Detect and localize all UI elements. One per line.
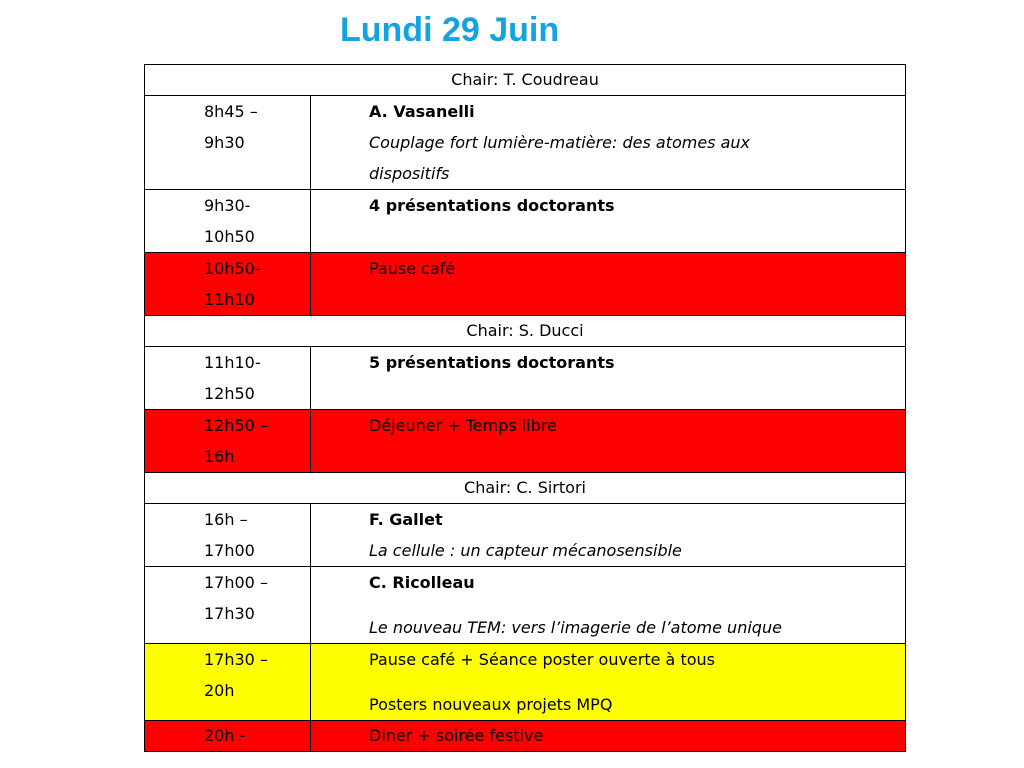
talk-title: Le nouveau TEM: vers l’imagerie de l’atome unique: [369, 618, 782, 637]
event-cell: [311, 504, 906, 567]
event-label: Posters nouveaux projets MPQ: [369, 695, 613, 714]
time-start: 10h50-: [204, 259, 261, 278]
event-cell: [311, 253, 906, 316]
chair-row: [145, 316, 906, 347]
event-label: Déjeuner + Temps libre: [369, 416, 557, 435]
talk-title: Couplage fort lumière-matière: des atomes aux: [369, 133, 751, 152]
time-cell: [145, 190, 311, 253]
table-row: [145, 347, 906, 410]
page-title: Lundi 29 Juin: [340, 11, 560, 49]
chair-row: [145, 65, 906, 96]
table-row: [145, 253, 906, 316]
event-label: 5 présentations doctorants: [369, 353, 615, 372]
event-cell: [311, 567, 906, 644]
event-label: Pause café + Séance poster ouverte à tous: [369, 650, 715, 669]
event-cell: [311, 410, 906, 473]
time-start: 12h50 –: [204, 416, 268, 435]
time-cell: [145, 567, 311, 644]
time-cell: [145, 253, 311, 316]
time-end: 16h: [204, 447, 235, 466]
spacer: [369, 598, 905, 612]
speaker-name: C. Ricolleau: [369, 573, 475, 592]
event-cell: [311, 347, 906, 410]
table-row: [145, 567, 906, 644]
chair-label: Chair: S. Ducci: [145, 316, 906, 347]
talk-title: La cellule : un capteur mécanosensible: [369, 541, 682, 560]
table-row: [145, 504, 906, 567]
event-cell: [311, 96, 906, 190]
time-cell: [145, 721, 311, 752]
time-end: 9h30: [204, 133, 245, 152]
event-cell: [311, 644, 906, 721]
time-start: 17h30 –: [204, 650, 268, 669]
time-cell: [145, 504, 311, 567]
event-label: Pause café: [369, 259, 456, 278]
time-end: 12h50: [204, 384, 255, 403]
event-cell: [311, 721, 906, 752]
event-label: Diner + soirée festive: [369, 726, 544, 745]
chair-label: Chair: T. Coudreau: [145, 65, 906, 96]
time-end: 11h10: [204, 290, 255, 309]
time-start: 11h10-: [204, 353, 261, 372]
time-end: 17h30: [204, 604, 255, 623]
time-cell: [145, 644, 311, 721]
time-end: 17h00: [204, 541, 255, 560]
schedule-table: [144, 64, 906, 752]
chair-row: [145, 473, 906, 504]
talk-title: dispositifs: [369, 164, 450, 183]
event-cell: [311, 190, 906, 253]
time-start: 20h -: [204, 726, 246, 745]
speaker-name: F. Gallet: [369, 510, 443, 529]
table-row: [145, 410, 906, 473]
table-row: [145, 96, 906, 190]
table-row: [145, 190, 906, 253]
spacer: [369, 675, 905, 689]
time-start: 8h45 –: [204, 102, 258, 121]
time-cell: [145, 96, 311, 190]
time-end: 20h: [204, 681, 235, 700]
time-start: 17h00 –: [204, 573, 268, 592]
time-start: 9h30-: [204, 196, 251, 215]
speaker-name: A. Vasanelli: [369, 102, 475, 121]
table-row: [145, 644, 906, 721]
chair-label: Chair: C. Sirtori: [145, 473, 906, 504]
time-start: 16h –: [204, 510, 248, 529]
table-row: [145, 721, 906, 752]
time-cell: [145, 410, 311, 473]
time-end: 10h50: [204, 227, 255, 246]
time-cell: [145, 347, 311, 410]
event-label: 4 présentations doctorants: [369, 196, 615, 215]
